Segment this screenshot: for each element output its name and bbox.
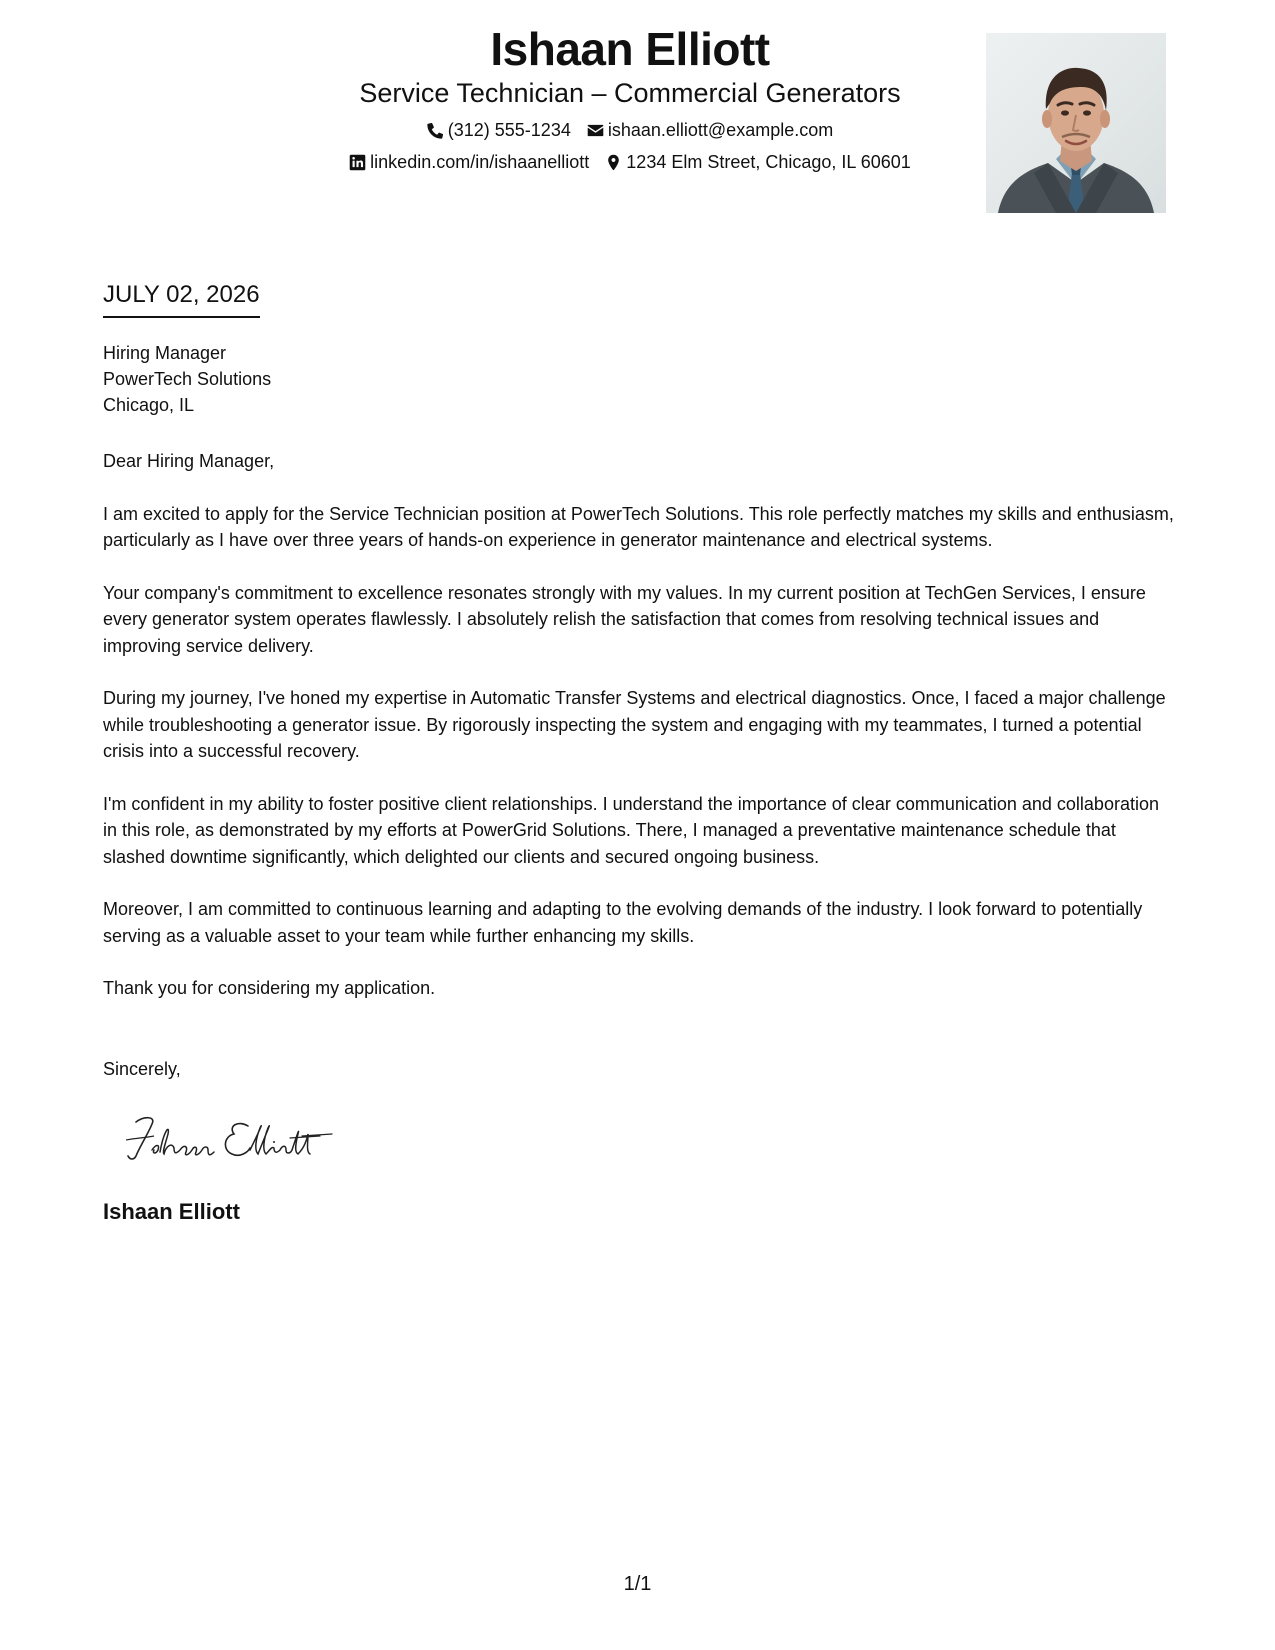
body-paragraph: Your company's commitment to excellence resonates strongly with my values. In my current position at TechGen Services, I ensure every generator system operates flawlessly. I absolutely relish the satisfaction that comes from resolving technical issues and improving service delivery.	[103, 582, 1146, 656]
body-paragraph: Moreover, I am committed to continuous learning and adapting to the evolving demands of the industry. I look forward to potentially serving as a valuable asset to your team while further enhancing my skills.	[103, 899, 1143, 946]
contact-row-primary	[280, 119, 980, 141]
portrait-image	[986, 33, 1166, 213]
contact-row-secondary	[280, 151, 980, 173]
recipient-name: Hiring Manager	[103, 343, 227, 363]
envelope-icon	[587, 122, 604, 139]
body-paragraph: Thank you for considering my application.	[103, 978, 436, 998]
letter-date: JULY 02, 2026	[103, 280, 260, 318]
address-text: 1234 Elm Street, Chicago, IL 60601	[626, 152, 911, 172]
body-paragraph: I'm confident in my ability to foster positive client relationships. I understand the importance of clear communication and collaboration in this role, as demonstrated by my efforts at PowerGrid Solutions. There, I managed a preventative maintenance schedule that slashed downtime significantly, which delighted our clients and secured ongoing business.	[103, 793, 1159, 867]
letter-body	[103, 448, 1175, 1028]
contact-email	[587, 119, 833, 141]
letter-header	[280, 22, 980, 173]
job-title: Service Technician – Commercial Generators	[359, 78, 901, 108]
signer-name: Ishaan Elliott	[103, 1199, 240, 1224]
linkedin-text[interactable]: linkedin.com/in/ishaanelliott	[370, 152, 590, 172]
profile-photo	[986, 33, 1166, 213]
salutation: Dear Hiring Manager,	[103, 451, 275, 471]
contact-phone	[427, 119, 571, 141]
linkedin-icon	[349, 154, 366, 171]
handwritten-signature	[122, 1110, 352, 1170]
map-pin-icon	[605, 154, 622, 171]
body-paragraph: I am excited to apply for the Service Technician position at PowerTech Solutions. This role perfectly matches my skills and enthusiasm, particularly as I have over three years of hands-on experience in generator maintenance and electrical systems.	[103, 503, 1174, 550]
body-paragraph: During my journey, I've honed my expertise in Automatic Transfer Systems and electrical diagnostics. Once, I faced a major challenge while troubleshooting a generator issue. By rigorously inspecting the system and engaging with my teammates, I turned a potential crisis into a successful recovery.	[103, 688, 1166, 761]
page-number: 1/1	[623, 1573, 652, 1595]
phone-text[interactable]: (312) 555-1234	[447, 120, 571, 140]
closing: Sincerely,	[103, 1059, 181, 1079]
contact-linkedin	[349, 151, 589, 173]
recipient-company: PowerTech Solutions	[103, 369, 272, 389]
applicant-name: Ishaan Elliott	[490, 23, 770, 75]
recipient-location: Chicago, IL	[103, 395, 195, 415]
recipient-block	[103, 340, 271, 418]
email-text[interactable]: ishaan.elliott@example.com	[607, 120, 834, 140]
contact-address	[605, 151, 911, 173]
phone-icon	[427, 122, 444, 139]
